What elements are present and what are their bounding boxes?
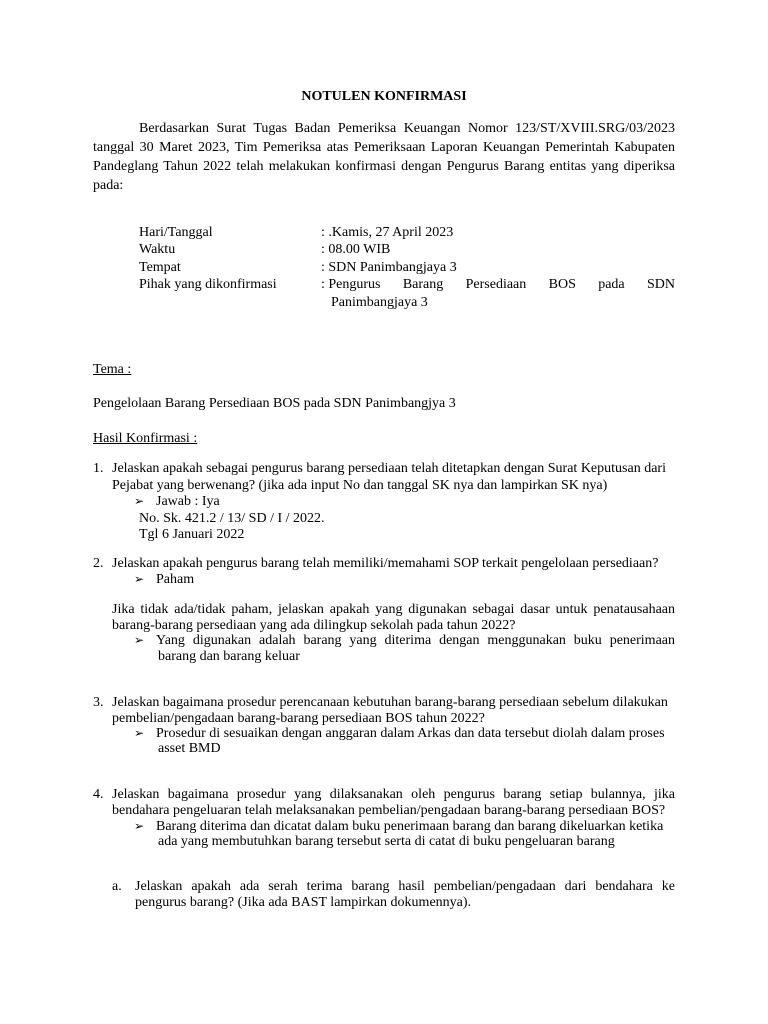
question-4-line1: Jelaskan bagaimana prosedur yang dilaksanakan oleh pengurus barang setiap bulannya, jika xyxy=(112,787,675,802)
party-word: BOS xyxy=(548,277,576,292)
answer-2 xyxy=(134,571,194,588)
question-2-followup-line2: barang-barang persediaan yang ada dilingkup sekolah pada tahun 2022? xyxy=(112,618,516,633)
subquestion-a-line1: Jelaskan apakah ada serah terima barang hasil pembelian/pengadaan dari bendahara ke xyxy=(135,879,675,894)
question-number: 4. xyxy=(93,787,104,802)
answer-3-line2: asset BMD xyxy=(158,741,221,756)
info-value-time: : 08.00 WIB xyxy=(321,242,391,257)
info-value-day: : .Kamis, 27 April 2023 xyxy=(321,225,454,240)
answer-1-text: Jawab : Iya xyxy=(156,494,220,509)
document-title: NOTULEN KONFIRMASI xyxy=(301,89,467,104)
answer-1-sk-date: Tgl 6 Januari 2022 xyxy=(139,527,245,542)
subquestion-letter: a. xyxy=(112,879,122,894)
question-1-line2: Pejabat yang berwenang? (jika ada input No dan tanggal SK nya dan lampirkan SK nya) xyxy=(112,478,608,493)
info-label-time: Waktu xyxy=(139,242,176,257)
arrow-bullet-icon: ➢ xyxy=(134,819,145,833)
intro-text: Berdasarkan Surat Tugas Badan Pemeriksa Keuangan Nomor 123/ST/XVIII.SRG/03/2023 tanggal 30 Maret 2023, Tim Pemeriksa atas Pemeriksaan Laporan Keuangan Pemerintah Kabupaten Pandeglang Tahun 2022 telah melakukan konfirmasi dengan Pengurus Barang entitas yang diperiksa pada: xyxy=(93,121,675,193)
question-3-line2: pembelian/pengadaan barang-barang persediaan BOS tahun 2022? xyxy=(112,711,485,726)
info-value-party xyxy=(321,276,675,293)
hasil-label: Hasil Konfirmasi : xyxy=(93,431,198,446)
arrow-bullet-icon: ➢ xyxy=(134,572,145,586)
question-2-line1: Jelaskan apakah pengurus barang telah memiliki/memahami SOP terkait pengelolaan persediaan? xyxy=(112,556,659,571)
answer-2b-line2: barang dan barang keluar xyxy=(158,649,300,664)
question-number: 2. xyxy=(93,556,104,571)
answer-1-sk-number: No. Sk. 421.2 / 13/ SD / I / 2022. xyxy=(139,511,325,526)
answer-2b-line1: Yang digunakan adalah barang yang diterima dengan menggunakan buku penerimaan xyxy=(156,633,675,648)
party-word: : Pengurus xyxy=(321,277,381,292)
arrow-bullet-icon: ➢ xyxy=(134,726,145,740)
subquestion-a-line2: pengurus barang? (Jika ada BAST lampirkan dokumennya). xyxy=(135,895,472,910)
party-word: Persediaan xyxy=(465,277,527,292)
party-word: pada xyxy=(598,277,625,292)
party-word: SDN xyxy=(646,277,675,292)
info-value-party-line2: Panimbangjaya 3 xyxy=(331,295,428,310)
question-number: 1. xyxy=(93,461,104,476)
tema-label: Tema : xyxy=(93,362,132,377)
question-1-line1: Jelaskan apakah sebagai pengurus barang persediaan telah ditetapkan dengan Surat Keputusan dari xyxy=(112,461,666,476)
arrow-bullet-icon: ➢ xyxy=(134,494,145,508)
question-number: 3. xyxy=(93,695,104,710)
info-label-day: Hari/Tanggal xyxy=(139,225,213,240)
answer-2b xyxy=(134,632,675,649)
answer-4-line2: ada yang membutuhkan barang tersebut serta di catat di buku pengeluaran barang xyxy=(158,834,615,849)
answer-4-line1: Barang diterima dan dicatat dalam buku penerimaan barang dan barang dikeluarkan ketika xyxy=(156,819,664,834)
tema-text: Pengelolaan Barang Persediaan BOS pada SDN Panimbangjya 3 xyxy=(93,396,456,411)
info-label-party: Pihak yang dikonfirmasi xyxy=(139,277,277,292)
question-4-line2: bendahara pengeluaran telah melaksanakan pembelian/pengadaan barang-barang persediaan BOS? xyxy=(112,803,666,818)
answer-2-text: Paham xyxy=(156,572,195,587)
question-2-followup-line1: Jika tidak ada/tidak paham, jelaskan apakah yang digunakan sebagai dasar untuk penatausahaan xyxy=(112,602,675,617)
info-value-place: : SDN Panimbangjaya 3 xyxy=(321,260,457,275)
answer-3-line1: Prosedur di sesuaikan dengan anggaran dalam Arkas dan data tersebut diolah dalam proses xyxy=(156,726,665,741)
party-word: Barang xyxy=(402,277,444,292)
info-label-place: Tempat xyxy=(139,260,181,275)
answer-1 xyxy=(134,493,220,510)
question-3-line1: Jelaskan bagaimana prosedur perencanaan kebutuhan barang-barang persediaan sebelum dilakukan xyxy=(112,695,668,710)
arrow-bullet-icon: ➢ xyxy=(134,633,145,647)
intro-paragraph xyxy=(93,119,675,195)
